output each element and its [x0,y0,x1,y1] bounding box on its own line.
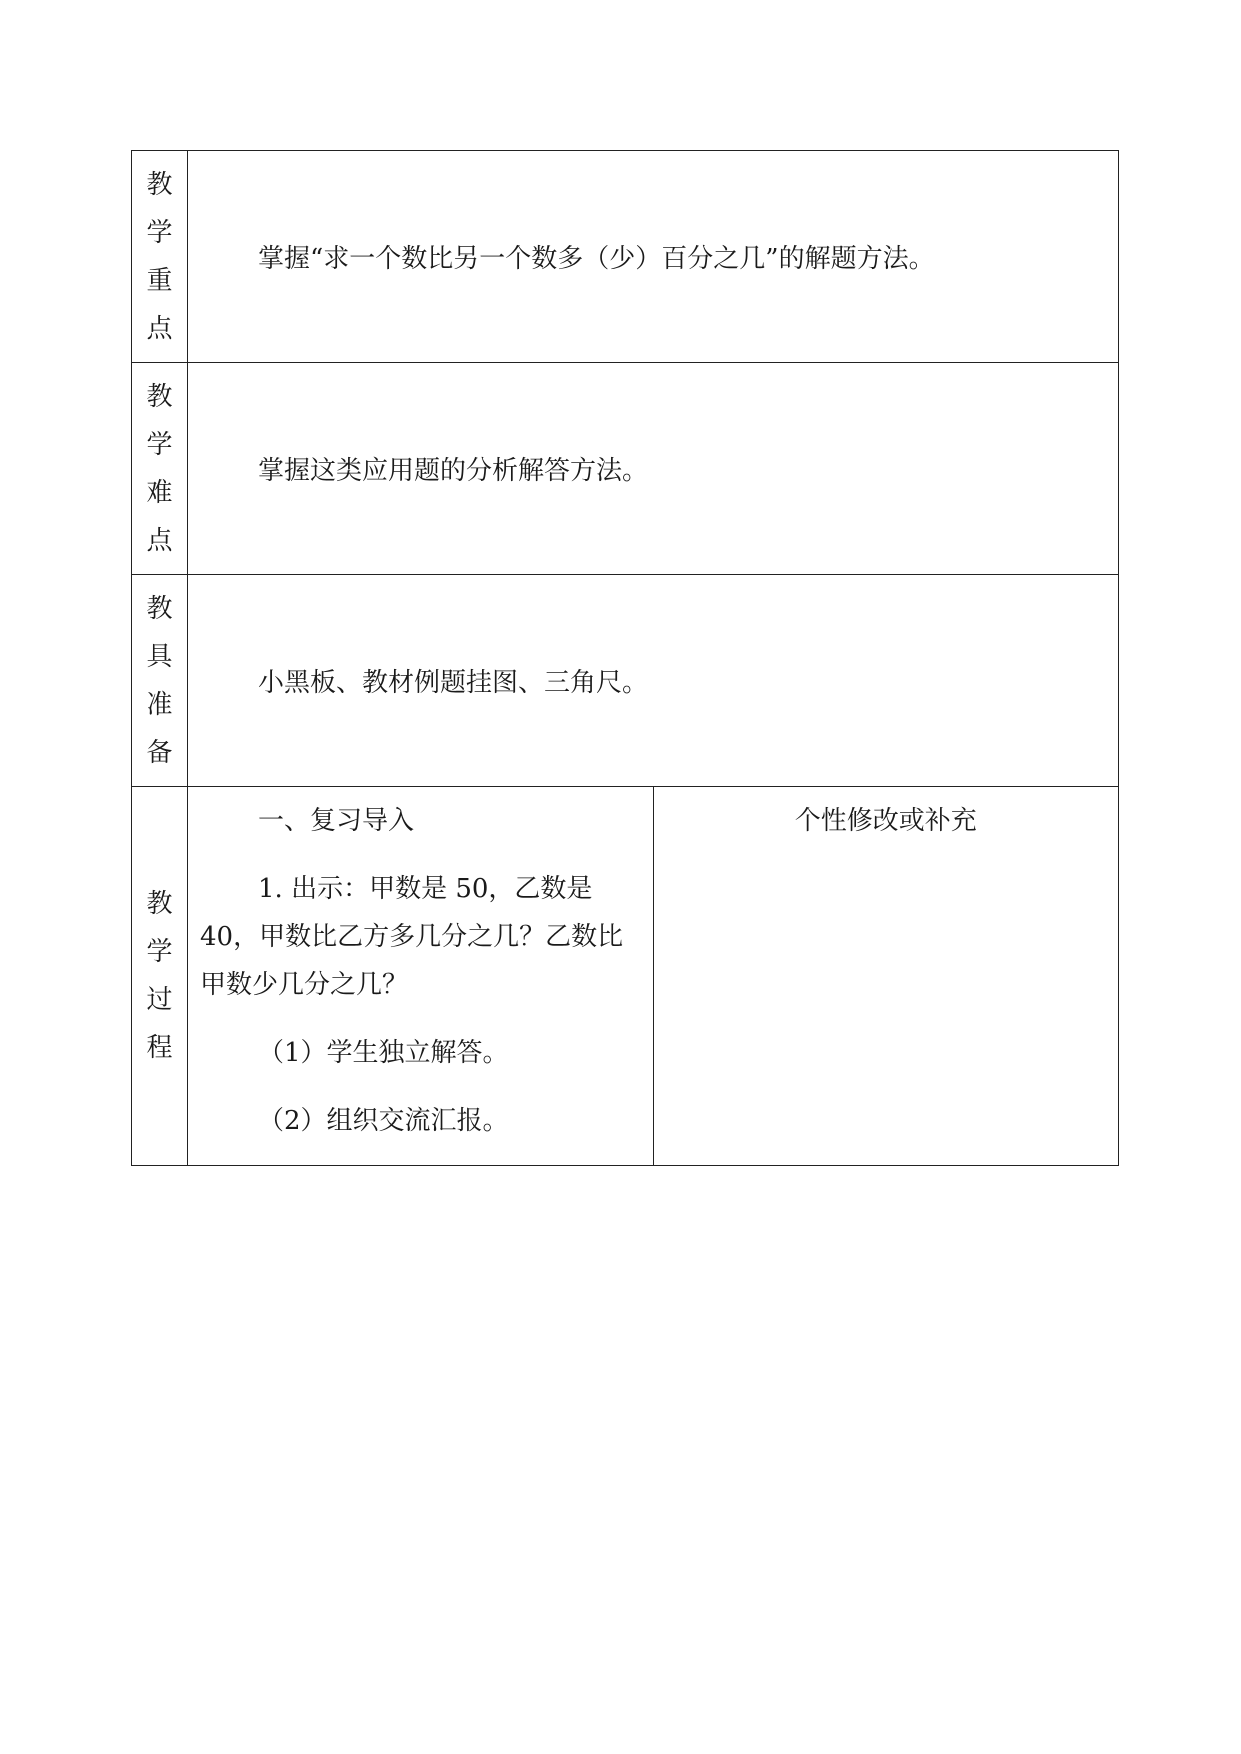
label-char: 学 [146,937,173,967]
process-sub-2: （2）组织交流汇报。 [258,1106,509,1136]
row-content-key-points: 掌握“求一个数比另一个数多（少）百分之几”的解题方法。 [188,151,1119,363]
row-difficulties [132,363,1119,575]
label-char: 准 [146,689,173,720]
label-char: 点 [146,525,173,556]
label-char: 难 [146,477,173,508]
row-content-materials: 小黑板、教材例题挂图、三角尺。 [188,575,1119,787]
label-char: 教 [146,593,173,624]
row-process [132,787,1119,1166]
row-label-key-points [132,151,188,363]
row-key-points [132,151,1119,363]
notes-header: 个性修改或补充 [794,806,977,836]
label-char: 教 [146,889,173,919]
process-item-1: 1. 出示：甲数是 50，乙数是 40，甲数比乙方多几分之几？乙数比甲数少几分之几？ [200,874,624,1000]
row-label-materials [132,575,188,787]
label-char: 点 [146,313,173,344]
process-sub-1: （1）学生独立解答。 [258,1038,509,1068]
label-char: 备 [146,737,173,768]
lesson-plan-table [131,150,1119,1166]
label-char: 学 [146,217,173,248]
label-char: 教 [146,381,173,412]
label-char: 程 [146,1033,173,1063]
label-char: 具 [146,641,173,672]
row-label-process [132,787,188,1166]
process-heading: 一、复习导入 [258,806,415,836]
label-char: 教 [146,169,173,200]
process-content [188,787,654,1166]
label-char: 重 [146,265,173,296]
label-char: 过 [146,985,173,1015]
label-char: 学 [146,429,173,460]
row-label-difficulties [132,363,188,575]
notes-column [653,787,1119,1166]
row-content-difficulties: 掌握这类应用题的分析解答方法。 [188,363,1119,575]
row-materials [132,575,1119,787]
